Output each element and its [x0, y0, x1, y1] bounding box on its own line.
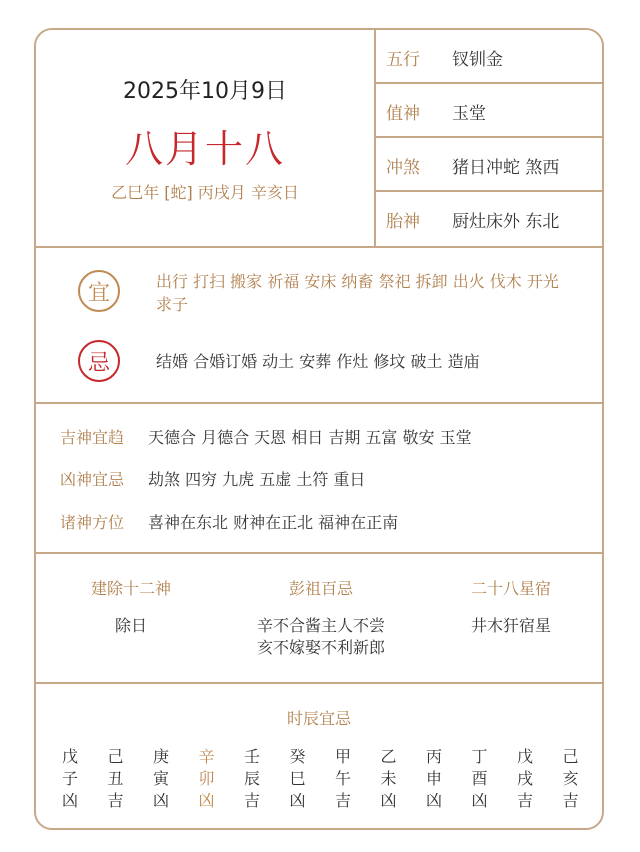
ganzhi-date: 乙巳年 [蛇] 丙戌月 辛亥日 — [111, 183, 299, 202]
info-label: 冲煞 — [386, 157, 420, 178]
hour-branch: 卯 — [198, 769, 215, 788]
info-label: 值神 — [386, 103, 420, 124]
hour-luck: 凶 — [289, 791, 306, 810]
yi-seal-icon: 宜 — [78, 270, 120, 312]
hour-branch: 巳 — [289, 769, 306, 788]
column-pengzu — [226, 577, 416, 659]
shen-value: 喜神在东北 财神在正北 福神在正南 — [148, 512, 399, 532]
lunar-date: 八月十八 — [124, 127, 285, 171]
hour-stem: 己 — [562, 747, 579, 766]
hour-column — [422, 746, 446, 812]
hour-stem: 丁 — [471, 747, 488, 766]
shen-value: 劫煞 四穷 九虎 五虚 土符 重日 — [148, 469, 366, 489]
hour-column — [286, 746, 310, 812]
divider-columns — [36, 682, 602, 684]
hour-column — [104, 746, 128, 812]
hour-stem: 丙 — [425, 747, 442, 766]
info-row-wuxing — [376, 30, 602, 84]
hour-luck: 凶 — [198, 791, 215, 810]
ji-activities: 结婚 合婚订婚 动土 安葬 作灶 修坟 破土 造庙 — [156, 352, 480, 371]
hour-stem: 庚 — [152, 747, 169, 766]
column-value — [416, 615, 606, 637]
hour-column — [513, 746, 537, 812]
shen-label: 吉神宜趋 — [60, 427, 125, 447]
hour-luck: 凶 — [152, 791, 169, 810]
column-title: 二十八星宿 — [470, 579, 551, 598]
column-value — [226, 615, 416, 659]
hour-luck: 吉 — [334, 791, 351, 810]
info-row-chongsha — [376, 138, 602, 192]
hour-stem: 辛 — [198, 747, 215, 766]
ji-seal-icon: 忌 — [78, 340, 120, 382]
column-title: 建除十二神 — [90, 579, 171, 598]
divider-yiji — [36, 402, 602, 404]
hour-branch: 酉 — [471, 769, 488, 788]
hour-branch: 亥 — [562, 769, 579, 788]
hour-branch: 寅 — [152, 769, 169, 788]
column-title: 彭祖百忌 — [288, 579, 353, 598]
hour-stem: 乙 — [380, 747, 397, 766]
info-row-zhishen — [376, 84, 602, 138]
hour-luck: 凶 — [425, 791, 442, 810]
hour-branch: 戌 — [516, 769, 533, 788]
hour-column — [240, 746, 264, 812]
shen-label: 诸神方位 — [60, 512, 125, 532]
hour-branch: 辰 — [243, 769, 260, 788]
hour-column — [559, 746, 583, 812]
info-value: 猪日冲蛇 煞西 — [452, 157, 560, 178]
hour-luck: 吉 — [516, 791, 533, 810]
shen-row-ji — [60, 424, 472, 448]
hour-column — [377, 746, 401, 812]
column-xingsu — [416, 577, 606, 637]
solar-date: 2025年10月9日 — [123, 79, 287, 104]
hour-column — [331, 746, 355, 812]
hour-luck: 凶 — [61, 791, 78, 810]
info-label: 胎神 — [386, 211, 420, 232]
hour-branch: 子 — [61, 769, 78, 788]
shen-label: 凶神宜忌 — [60, 469, 125, 489]
info-label: 五行 — [386, 49, 420, 70]
hour-luck: 吉 — [107, 791, 124, 810]
shen-row-xiong — [60, 466, 365, 490]
hour-luck: 凶 — [471, 791, 488, 810]
divider-header — [36, 246, 602, 248]
info-value: 钗钏金 — [452, 49, 503, 70]
hour-luck: 吉 — [562, 791, 579, 810]
hour-column — [149, 746, 173, 812]
hour-stem: 癸 — [289, 747, 306, 766]
column-jianchu — [36, 577, 226, 637]
hour-stem: 甲 — [334, 747, 351, 766]
column-value — [36, 615, 226, 637]
hour-stem: 己 — [107, 747, 124, 766]
hours-grid — [46, 746, 592, 818]
shen-value: 天德合 月德合 天恩 相日 吉期 五富 敬安 玉堂 — [148, 427, 472, 447]
hour-column — [58, 746, 82, 812]
hour-luck: 凶 — [380, 791, 397, 810]
yi-activities: 出行 打扫 搬家 祈福 安床 纳畜 祭祀 拆卸 出火 伐木 开光 求子 — [156, 272, 559, 314]
hour-stem: 戊 — [61, 747, 78, 766]
column-line: 除日 — [114, 616, 147, 635]
hour-luck: 吉 — [243, 791, 260, 810]
hour-branch: 申 — [425, 769, 442, 788]
divider-shen — [36, 552, 602, 554]
hour-branch: 未 — [380, 769, 397, 788]
almanac-card — [34, 28, 604, 830]
hour-stem: 戊 — [516, 747, 533, 766]
info-value: 玉堂 — [452, 103, 486, 124]
hour-column — [195, 746, 219, 812]
hour-column — [468, 746, 492, 812]
hours-title: 时辰宜忌 — [286, 709, 351, 728]
column-line: 井木犴宿星 — [470, 616, 551, 635]
column-line: 亥不嫁娶不利新郎 — [256, 638, 385, 657]
info-value: 厨灶床外 东北 — [452, 211, 560, 232]
hour-branch: 午 — [334, 769, 351, 788]
shen-row-fangwei — [60, 509, 398, 533]
column-line: 辛不合酱主人不尝 — [256, 616, 385, 635]
hour-stem: 壬 — [243, 747, 260, 766]
info-row-taishen — [376, 192, 602, 246]
hour-branch: 丑 — [107, 769, 124, 788]
